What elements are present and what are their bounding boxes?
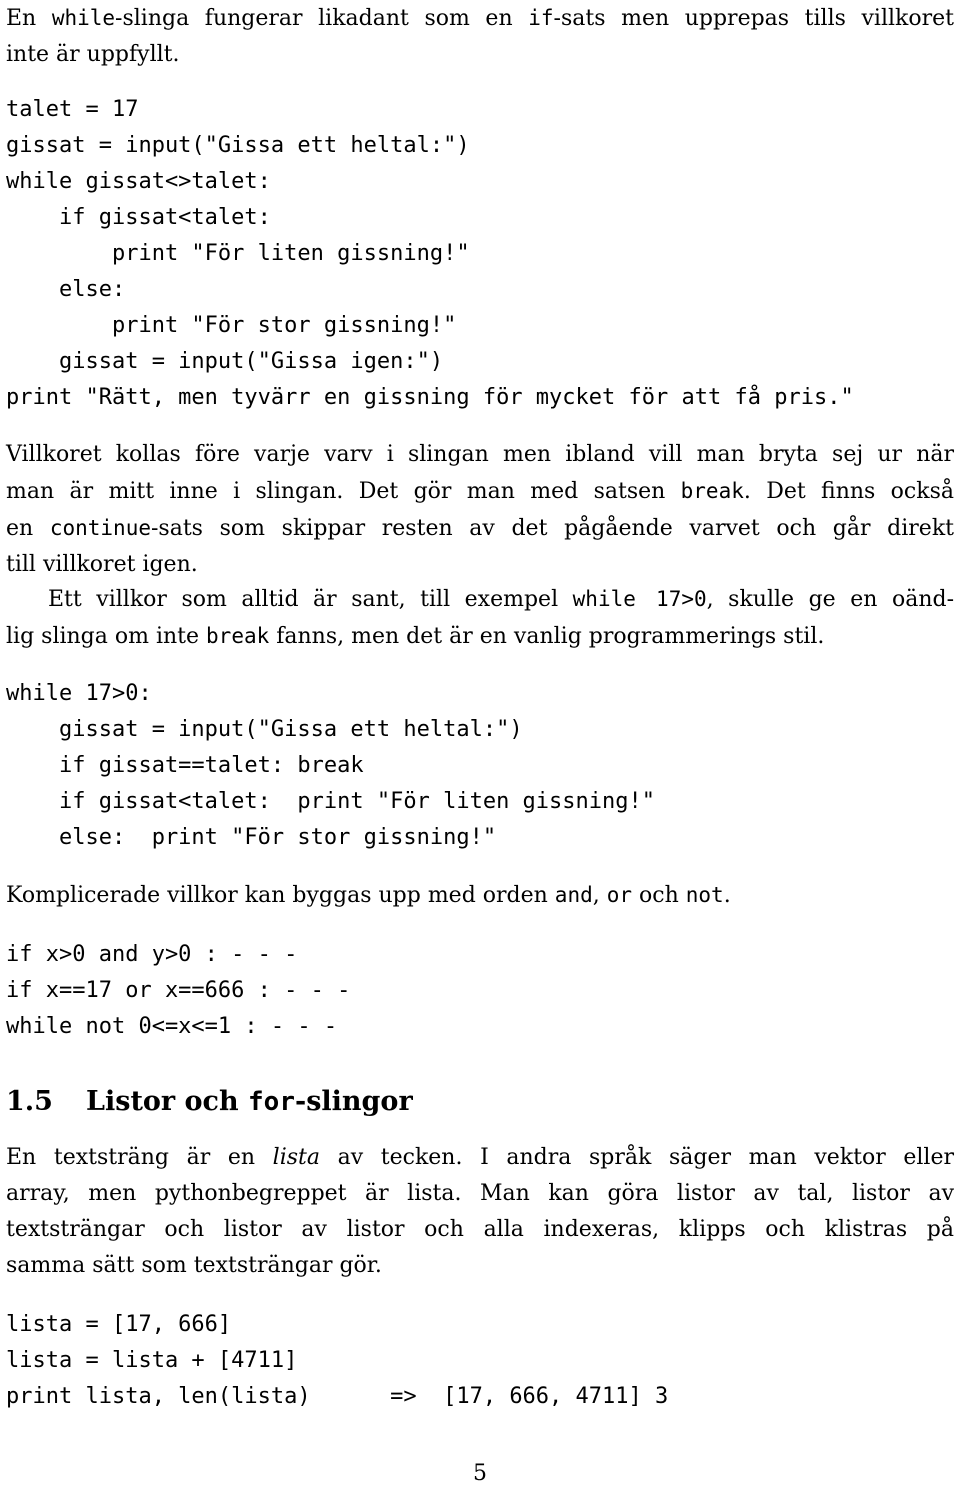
inline-code-not: not [685,883,724,907]
section-number: 1.5 [6,1086,53,1117]
text-line: till villkoret igen. [6,552,198,577]
inline-code-or: or [606,883,633,907]
paragraph-lists-intro [6,1140,954,1284]
text-line: array, men pythonbegreppet är lista. Man kan göra listor av tal, listor av [6,1181,954,1206]
inline-code-continue: continue [49,516,151,540]
paragraph-while-intro [6,0,954,73]
code-block-conditions: if x>0 and y>0 : - - - if x==17 or x==666 : - - - while not 0<=x<=1 : - - - [6,942,351,1039]
inline-code-break: break [680,479,744,503]
paragraph-infinite-loop [6,581,954,655]
text-line: textsträngar och listor av listor och alla indexeras, klipps och klistras på [6,1217,954,1242]
paragraph-logical-operators [6,877,954,914]
text-line: inte är uppfyllt. [6,42,180,67]
text-line: lig slinga om inte break fanns, men det är en vanlig programmerings stil. [6,624,825,649]
section-heading: 1.5 Listor och for-slingor [6,1082,413,1122]
text-line: man är mitt inne i slingan. Det gör man med satsen break. Det finns också [6,479,954,504]
inline-code-while-true: while 17>0 [572,587,707,611]
paragraph-break-continue [6,437,954,583]
inline-code-if: if [528,6,554,30]
text-line: En while-slinga fungerar likadant som en if-sats men upprepas tills villkoret [6,6,954,31]
inline-code-for: for [248,1087,295,1117]
text-line: Villkoret kollas före varje varv i slingan men ibland vill man bryta sej ur när [6,442,954,467]
inline-code-break: break [206,624,270,648]
code-block-while-break: while 17>0: gissat = input("Gissa ett heltal:") if gissat==talet: break if gissat<talet: print "För liten gissning!" else: print "För stor gissning!" [6,681,656,850]
inline-code-and: and [554,883,593,907]
code-block-guessing-game: talet = 17 gissat = input("Gissa ett heltal:") while gissat<>talet: if gissat<talet: print "För liten gissning!" else: print "För stor gissning!" gissat = input("Gissa igen:") print "Rätt, men tyvärr en gissning för mycket för att få pris." [6,97,854,410]
text-line: Komplicerade villkor kan byggas upp med orden and, or och not. [6,883,731,908]
code-block-lists: lista = [17, 666] lista = lista + [4711] print lista, len(lista) => [17, 666, 4711] 3 [6,1312,669,1409]
text-line: En textsträng är en lista av tecken. I andra språk säger man vektor eller [6,1145,954,1170]
text-line: samma sätt som textsträngar gör. [6,1253,382,1278]
text-line: en continue-sats som skippar resten av det pågående varvet och går direkt [6,516,954,541]
emphasis-lista: lista [272,1145,320,1170]
page-number: 5 [473,1461,487,1486]
inline-code-while: while [51,6,116,30]
text-line: Ett villkor som alltid är sant, till exempel while 17>0, skulle ge en oänd- [48,587,954,612]
